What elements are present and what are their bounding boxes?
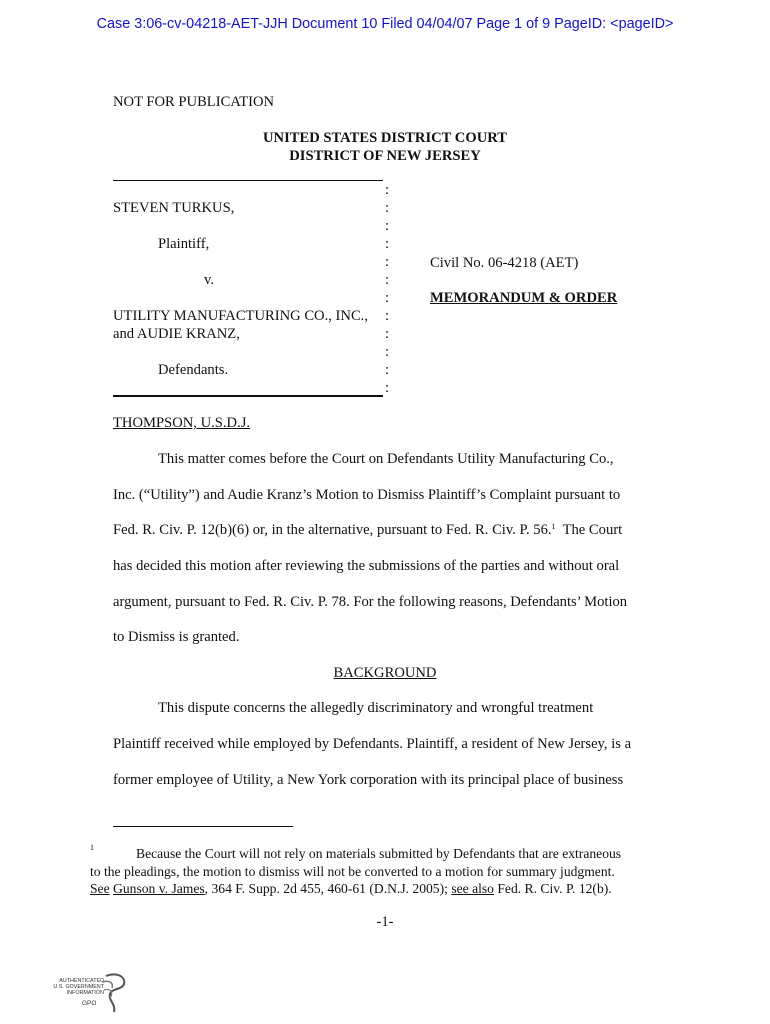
- gpo-authentication-logo: [46, 972, 130, 1016]
- intro-line-3-tail: The Court: [555, 522, 623, 538]
- caption-colon: :: [385, 182, 390, 198]
- footnote-separator: [113, 826, 293, 827]
- case-header-stamp: Case 3:06-cv-04218-AET-JJH Document 10 Filed 04/04/07 Page 1 of 9 PageID: <pageID>: [96, 16, 674, 32]
- footnote-line-3: [90, 881, 612, 897]
- intro-line-2: Inc. (“Utility”) and Audie Kranz’s Motion to Dismiss Plaintiff’s Complaint pursuant to: [113, 487, 621, 503]
- background-line-1: This dispute concerns the allegedly discriminatory and wrongful treatment: [158, 700, 594, 716]
- court-name: UNITED STATES DISTRICT COURT: [262, 130, 507, 146]
- caption-colon: :: [385, 290, 390, 306]
- defendant-role: Defendants.: [158, 362, 229, 378]
- caption-colon: :: [385, 326, 390, 342]
- caption-top-rule: [113, 180, 383, 181]
- intro-line-5: argument, pursuant to Fed. R. Civ. P. 78. For the following reasons, Defendants’ Motion: [113, 594, 628, 610]
- intro-line-3-text: Fed. R. Civ. P. 12(b)(6) or, in the alternative, pursuant to Fed. R. Civ. P. 56.: [113, 522, 552, 538]
- defendant-name-line2: and AUDIE KRANZ,: [113, 326, 240, 342]
- caption-colon: :: [385, 200, 390, 216]
- footnote-number: 1: [90, 843, 94, 852]
- footnote-line-1: Because the Court will not rely on materials submitted by Defendants that are extraneous: [136, 846, 622, 861]
- eagle-icon: [100, 972, 130, 1016]
- intro-line-3: [113, 522, 622, 539]
- footnote-case-name: Gunson v. James: [113, 881, 205, 896]
- defendant-name-line1: UTILITY MANUFACTURING CO., INC.,: [113, 308, 368, 324]
- footnote-line-2: to the pleadings, the motion to dismiss will not be converted to a motion for summary judgment.: [90, 864, 615, 879]
- intro-line-1: This matter comes before the Court on Defendants Utility Manufacturing Co.,: [158, 451, 614, 467]
- judge-name: THOMPSON, U.S.D.J.: [113, 415, 251, 431]
- footnote-citation: , 364 F. Supp. 2d 455, 460-61 (D.N.J. 2005);: [204, 881, 452, 896]
- footnote-see-also: see also: [451, 881, 494, 896]
- caption-colon: :: [385, 362, 390, 378]
- plaintiff-role: Plaintiff,: [158, 236, 210, 252]
- gpo-logo-text: [46, 978, 104, 996]
- footnote-see: See: [90, 881, 110, 896]
- intro-line-4: has decided this motion after reviewing the submissions of the parties and without oral: [113, 558, 620, 574]
- gpo-line-1: AUTHENTICATED: [59, 978, 104, 984]
- versus: v.: [204, 272, 214, 288]
- footnote-reference[interactable]: 1: [551, 522, 556, 531]
- caption-colon: :: [385, 218, 390, 234]
- document-title: MEMORANDUM & ORDER: [430, 290, 618, 306]
- caption-colon: :: [385, 272, 390, 288]
- background-line-3: former employee of Utility, a New York corporation with its principal place of business: [113, 772, 624, 788]
- plaintiff-name: STEVEN TURKUS,: [113, 200, 235, 216]
- caption-colon: :: [385, 236, 390, 252]
- footnote-rule-cite: Fed. R. Civ. P. 12(b).: [493, 881, 612, 896]
- caption-bottom-rule: [113, 395, 383, 397]
- gpo-mark: GPO: [82, 1000, 97, 1007]
- civil-number: Civil No. 06-4218 (AET): [430, 255, 579, 271]
- court-district: DISTRICT OF NEW JERSEY: [289, 148, 481, 164]
- caption-colon: :: [385, 344, 390, 360]
- background-line-2: Plaintiff received while employed by Defendants. Plaintiff, a resident of New Jersey, is a: [113, 736, 632, 752]
- gpo-line-3: INFORMATION: [66, 990, 104, 996]
- gpo-line-2: U.S. GOVERNMENT: [53, 984, 104, 990]
- background-heading: BACKGROUND: [333, 665, 437, 681]
- publication-note: NOT FOR PUBLICATION: [113, 94, 275, 110]
- caption-colon: :: [385, 308, 390, 324]
- page-number: -1-: [376, 914, 394, 930]
- intro-line-6: to Dismiss is granted.: [113, 629, 240, 645]
- caption-colon: :: [385, 380, 390, 396]
- caption-colon: :: [385, 254, 390, 270]
